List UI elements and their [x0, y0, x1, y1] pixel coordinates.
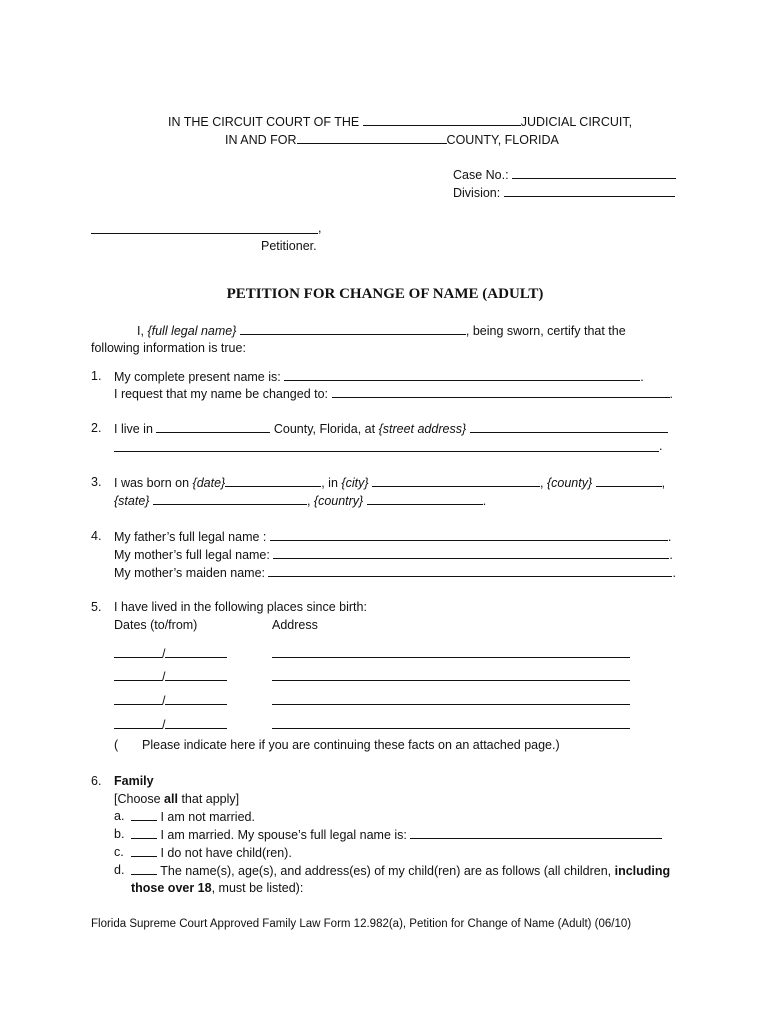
item-5-number: 5.: [91, 600, 102, 614]
form-title: PETITION FOR CHANGE OF NAME (ADULT): [226, 286, 544, 302]
spouse-name-field[interactable]: [410, 826, 662, 839]
option-c-letter: c.: [114, 845, 124, 859]
slash: /: [162, 718, 166, 732]
residence-row-3-address[interactable]: [272, 704, 630, 705]
residence-row-3-from[interactable]: [165, 692, 227, 705]
birth-city-field[interactable]: [372, 474, 540, 487]
birth-date-label: {date}: [192, 476, 226, 490]
choose-instruction: [114, 791, 239, 807]
case-no-label: Case No.:: [453, 168, 509, 182]
birth-state-label: {state}: [114, 494, 150, 508]
father-name-field[interactable]: [270, 528, 668, 541]
item-2-number: 2.: [91, 421, 102, 435]
intro-i: I,: [137, 324, 144, 338]
full-legal-name-label: {full legal name}: [147, 324, 237, 338]
case-no-field[interactable]: [512, 166, 676, 179]
intro-line-1: [137, 322, 626, 339]
residence-row-2-to[interactable]: [114, 668, 162, 681]
option-c-checkbox[interactable]: [131, 844, 157, 857]
residence-row-1-from[interactable]: [165, 645, 227, 658]
option-c-row: [131, 844, 292, 861]
live-in-label: I live in: [114, 422, 153, 436]
option-b-row: [131, 826, 662, 843]
county-florida-at-label: County, Florida, at: [273, 422, 376, 436]
choose-prefix: [Choose: [114, 792, 161, 806]
option-a-text: I am not married.: [160, 810, 255, 824]
option-c-text: I do not have child(ren).: [160, 846, 292, 860]
street-address-field[interactable]: [470, 420, 668, 433]
county-field[interactable]: [297, 131, 447, 144]
item-6-number: 6.: [91, 774, 102, 788]
intro-line-2: following information is true:: [91, 341, 246, 355]
item-1-number: 1.: [91, 369, 102, 383]
court-line-1-suffix: JUDICIAL CIRCUIT,: [520, 115, 633, 129]
case-no-row: [453, 166, 676, 183]
street-address-continued-field[interactable]: [114, 451, 659, 452]
court-line-1-prefix: IN THE CIRCUIT COURT OF THE: [168, 115, 360, 129]
option-a-letter: a.: [114, 809, 125, 823]
petitioner-label: Petitioner.: [261, 239, 317, 253]
birth-country-label: {country}: [313, 494, 364, 508]
family-heading: Family: [114, 774, 154, 788]
birth-county-field[interactable]: [596, 474, 662, 487]
option-d-row: [131, 862, 670, 879]
residence-row-4-dates: [114, 716, 227, 733]
continuation-paren: (: [114, 738, 119, 752]
father-name-row: My father’s full legal name : .: [114, 530, 672, 544]
mother-name-row: My mother’s full legal name: .: [114, 548, 673, 562]
choose-suffix: that apply]: [181, 792, 240, 806]
requested-name-label: I request that my name be changed to:: [114, 387, 329, 401]
option-b-letter: b.: [114, 827, 125, 841]
mother-maiden-field[interactable]: [268, 564, 672, 577]
residence-row-2-dates: [114, 668, 227, 685]
item-2-period: .: [659, 439, 663, 453]
item-4-number: 4.: [91, 529, 102, 543]
division-label: Division:: [453, 186, 501, 200]
option-d-letter: d.: [114, 863, 125, 877]
form-footer: Florida Supreme Court Approved Family Law Form 12.982(a), Petition for Change of Name (Adult) (06/10): [91, 918, 632, 930]
option-d-listed: , must be listed):: [211, 881, 304, 895]
intro-being-sworn: , being sworn, certify that the: [465, 324, 626, 338]
option-a-checkbox[interactable]: [131, 808, 157, 821]
residence-row-3-dates: [114, 692, 227, 709]
in-label: , in: [321, 476, 338, 490]
mother-maiden-label: My mother’s maiden name:: [114, 566, 265, 580]
item-3-row-1: I was born on {date} , in {city} , {county} ,: [114, 476, 666, 490]
option-b-checkbox[interactable]: [131, 826, 157, 839]
address-column-header: Address: [272, 618, 318, 632]
residence-county-field[interactable]: [156, 420, 270, 433]
birth-state-field[interactable]: [153, 492, 307, 505]
mother-name-label: My mother’s full legal name:: [114, 548, 270, 562]
division-row: [453, 184, 675, 201]
court-line-2-suffix: COUNTY, FLORIDA: [446, 133, 559, 147]
present-name-label: My complete present name is:: [114, 370, 281, 384]
option-d-text: The name(s), age(s), and address(es) of my child(ren) are as follows (all children,: [160, 864, 612, 878]
slash: /: [162, 647, 166, 661]
residence-row-1-to[interactable]: [114, 645, 162, 658]
option-a-row: [131, 808, 255, 825]
residence-row-1-address[interactable]: [272, 657, 630, 658]
item-1-requested-name-row: I request that my name be changed to: .: [114, 387, 673, 401]
birth-date-field[interactable]: [225, 474, 321, 487]
petitioner-comma: ,: [318, 221, 322, 235]
birth-county-label: {county}: [546, 476, 593, 490]
option-d-row-2: [131, 880, 303, 896]
item-3-row-2: {state} , {country} .: [114, 494, 487, 508]
full-legal-name-field[interactable]: [240, 322, 466, 335]
residence-row-2-from[interactable]: [165, 668, 227, 681]
present-name-field[interactable]: [284, 368, 640, 381]
birth-city-label: {city}: [341, 476, 369, 490]
birth-country-field[interactable]: [367, 492, 483, 505]
option-b-text: I am married. My spouse’s full legal name is:: [160, 828, 407, 842]
continuation-note: Please indicate here if you are continuing these facts on an attached page.): [142, 738, 560, 752]
option-d-over-18: those over 18: [131, 881, 212, 895]
residence-row-2-address[interactable]: [272, 680, 630, 681]
dates-column-header: Dates (to/from): [114, 618, 198, 632]
residence-row-4-to[interactable]: [114, 716, 162, 729]
residence-row-3-to[interactable]: [114, 692, 162, 705]
item-2-row: [114, 420, 668, 437]
slash: /: [162, 670, 166, 684]
residence-row-1-dates: [114, 645, 227, 662]
petitioner-name-field[interactable]: [91, 233, 318, 234]
option-d-including: including: [614, 864, 671, 878]
mother-name-field[interactable]: [273, 546, 669, 559]
judicial-circuit-field[interactable]: [363, 113, 521, 126]
court-line-1: [168, 113, 632, 130]
residence-row-4-address[interactable]: [272, 728, 630, 729]
father-name-label: My father’s full legal name :: [114, 530, 267, 544]
born-on-label: I was born on: [114, 476, 190, 490]
item-1-present-name-row: My complete present name is: .: [114, 370, 644, 384]
court-line-2: [225, 131, 559, 148]
mother-maiden-row: My mother’s maiden name: .: [114, 566, 676, 580]
option-d-checkbox[interactable]: [131, 862, 157, 875]
slash: /: [162, 694, 166, 708]
choose-all: all: [164, 792, 178, 806]
division-field[interactable]: [504, 184, 675, 197]
item-3-number: 3.: [91, 475, 102, 489]
item-5-text: I have lived in the following places since birth:: [114, 600, 367, 614]
court-line-2-prefix: IN AND FOR: [225, 133, 297, 147]
residence-row-4-from[interactable]: [165, 716, 227, 729]
street-address-label: {street address}: [378, 422, 467, 436]
requested-name-field[interactable]: [332, 385, 670, 398]
